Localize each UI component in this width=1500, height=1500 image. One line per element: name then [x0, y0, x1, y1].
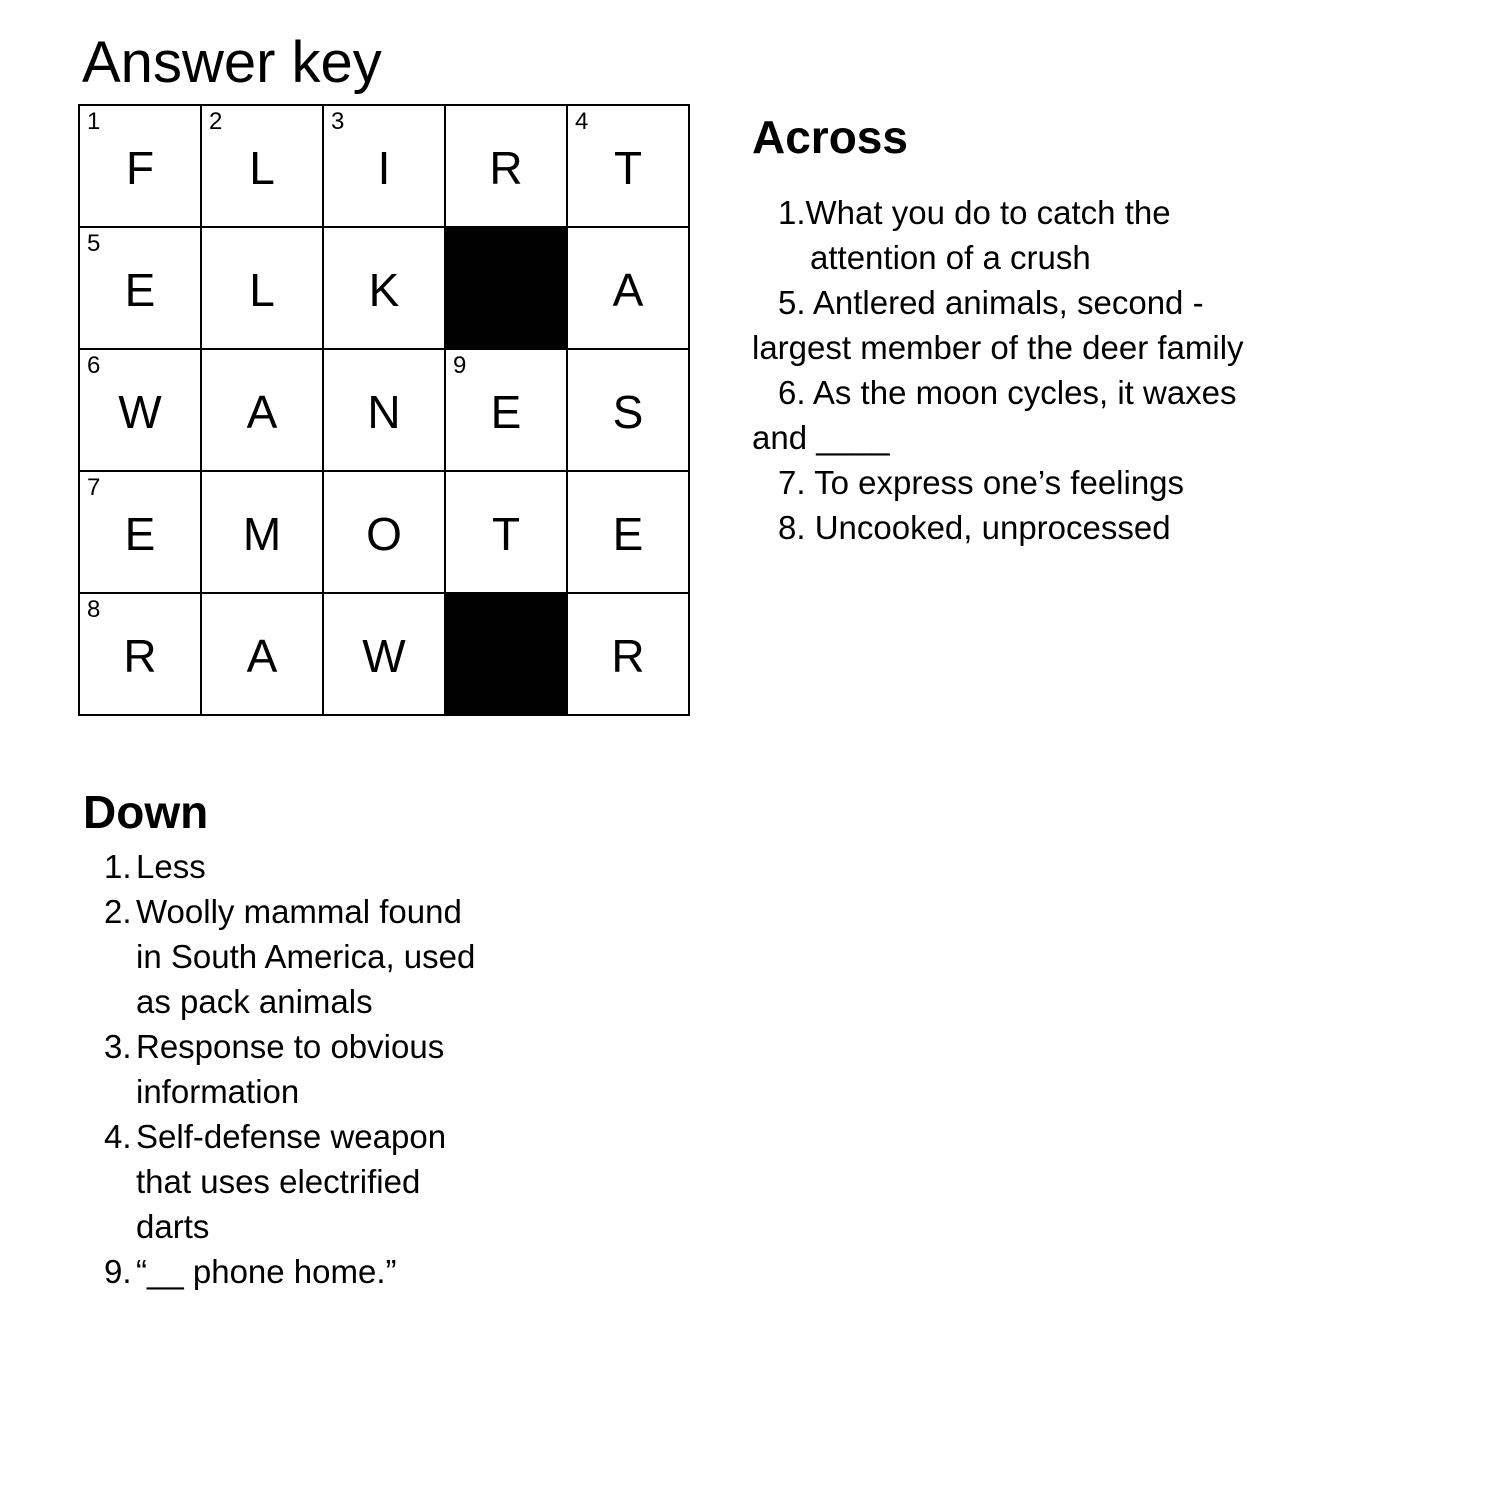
across-clue-8-line-1: 8. Uncooked, unprocessed	[778, 509, 1171, 546]
across-clue-7-line-1: 7. To express one’s feelings	[778, 464, 1185, 501]
cell-letter: F	[125, 141, 155, 194]
grid-cell-r1c1	[78, 104, 200, 226]
across-clue-5-line-1: 5. Antlered animals, second -	[778, 284, 1204, 321]
grid-cell-r3c4	[444, 348, 566, 470]
cell-number: 9	[453, 352, 467, 379]
cell-number: 3	[331, 108, 345, 135]
cell-number: 5	[87, 230, 101, 257]
cell-number: 1	[87, 108, 101, 135]
down-clue-1-line-1	[82, 844, 602, 889]
cell-letter: E	[124, 507, 156, 560]
down-clue-4-text-wrap: that uses electrified	[136, 1163, 421, 1200]
cell-letter: R	[489, 141, 523, 194]
grid-cell-r5c2	[200, 592, 322, 714]
cell-letter: R	[611, 629, 645, 682]
grid-cell-r4c1	[78, 470, 200, 592]
grid-cell-r2c1	[78, 226, 200, 348]
cell-letter: T	[491, 507, 521, 560]
grid-cell-r3c1	[78, 348, 200, 470]
down-clue-4-text: Self-defense weapon	[136, 1118, 447, 1155]
down-clue-4-line-3	[82, 1204, 602, 1249]
down-clue-2-line-1	[82, 889, 602, 934]
grid-cell-r4c3	[322, 470, 444, 592]
grid-cell-r4c4	[444, 470, 566, 592]
down-clue-2-line-2	[82, 934, 602, 979]
cell-letter: A	[246, 629, 278, 682]
grid-cell-r3c3	[322, 348, 444, 470]
down-clue-2-text: Woolly mammal found	[136, 893, 462, 930]
cell-number: 8	[87, 596, 101, 623]
down-clue-4-line-1	[82, 1114, 602, 1159]
cell-letter: E	[612, 507, 644, 560]
down-clue-2-number: 2.	[104, 893, 132, 930]
down-clue-3-text: Response to obvious	[136, 1028, 445, 1065]
cell-letter: E	[490, 385, 522, 438]
across-clue-6-line-2: and ____	[752, 419, 890, 456]
cell-letter: W	[362, 629, 406, 682]
grid-cell-r2c5	[566, 226, 688, 348]
cell-number: 4	[575, 108, 589, 135]
down-clues-list	[82, 844, 602, 1294]
cell-number: 6	[87, 352, 101, 379]
down-clue-9-number: 9.	[104, 1253, 132, 1290]
cell-letter: L	[249, 263, 275, 316]
grid-cell-r1c5	[566, 104, 688, 226]
down-clue-2-text-wrap: as pack animals	[136, 983, 373, 1020]
across-clue-1-line-1: 1.What you do to catch the	[778, 194, 1171, 231]
cell-letter: N	[367, 385, 401, 438]
down-section-title: Down	[83, 786, 209, 838]
cell-letter: K	[368, 263, 400, 316]
grid-cell-r5c5	[566, 592, 688, 714]
grid-cell-black-r5c4	[444, 592, 566, 714]
cell-letter: M	[242, 507, 282, 560]
cell-letter: W	[118, 385, 162, 438]
down-clue-9-text: “__ phone home.”	[136, 1253, 397, 1290]
down-clue-9-line-1	[82, 1249, 602, 1294]
grid-cell-r3c2	[200, 348, 322, 470]
grid-cell-r2c3	[322, 226, 444, 348]
across-clues-list	[752, 190, 1372, 550]
grid-cell-r4c5	[566, 470, 688, 592]
cell-letter: L	[249, 141, 275, 194]
cell-letter: R	[123, 629, 157, 682]
cell-letter: O	[366, 507, 402, 560]
down-clue-3-number: 3.	[104, 1028, 132, 1065]
grid-cell-r1c2	[200, 104, 322, 226]
across-clue-1-line-2: attention of a crush	[810, 239, 1091, 276]
down-clue-3-line-2	[82, 1069, 602, 1114]
grid-cell-r3c5	[566, 348, 688, 470]
down-clue-1-number: 1.	[104, 848, 132, 885]
grid-cell-r4c2	[200, 470, 322, 592]
cell-letter: A	[612, 263, 644, 316]
down-clue-3-text-wrap: information	[136, 1073, 300, 1110]
page-title: Answer key	[82, 30, 382, 95]
cell-letter: A	[246, 385, 278, 438]
cell-letter: I	[377, 141, 391, 194]
cell-letter: E	[124, 263, 156, 316]
down-clue-1-text: Less	[136, 848, 206, 885]
across-clue-6-line-1: 6. As the moon cycles, it waxes	[778, 374, 1237, 411]
grid-cell-r5c3	[322, 592, 444, 714]
crossword-grid	[78, 104, 690, 716]
grid-cell-r5c1	[78, 592, 200, 714]
down-clue-4-number: 4.	[104, 1118, 132, 1155]
cell-number: 2	[209, 108, 223, 135]
across-section-title: Across	[752, 111, 908, 163]
grid-cell-black-r2c4	[444, 226, 566, 348]
down-clue-2-text-wrap: in South America, used	[136, 938, 476, 975]
cell-number: 7	[87, 474, 101, 501]
down-clue-2-line-3	[82, 979, 602, 1024]
grid-cell-r1c4	[444, 104, 566, 226]
across-clue-5-line-2: largest member of the deer family	[752, 329, 1244, 366]
down-clue-4-text-wrap: darts	[136, 1208, 210, 1245]
down-clue-4-line-2	[82, 1159, 602, 1204]
grid-cell-r1c3	[322, 104, 444, 226]
cell-letter: T	[613, 141, 643, 194]
cell-letter: S	[612, 385, 644, 438]
down-clue-3-line-1	[82, 1024, 602, 1069]
grid-cell-r2c2	[200, 226, 322, 348]
